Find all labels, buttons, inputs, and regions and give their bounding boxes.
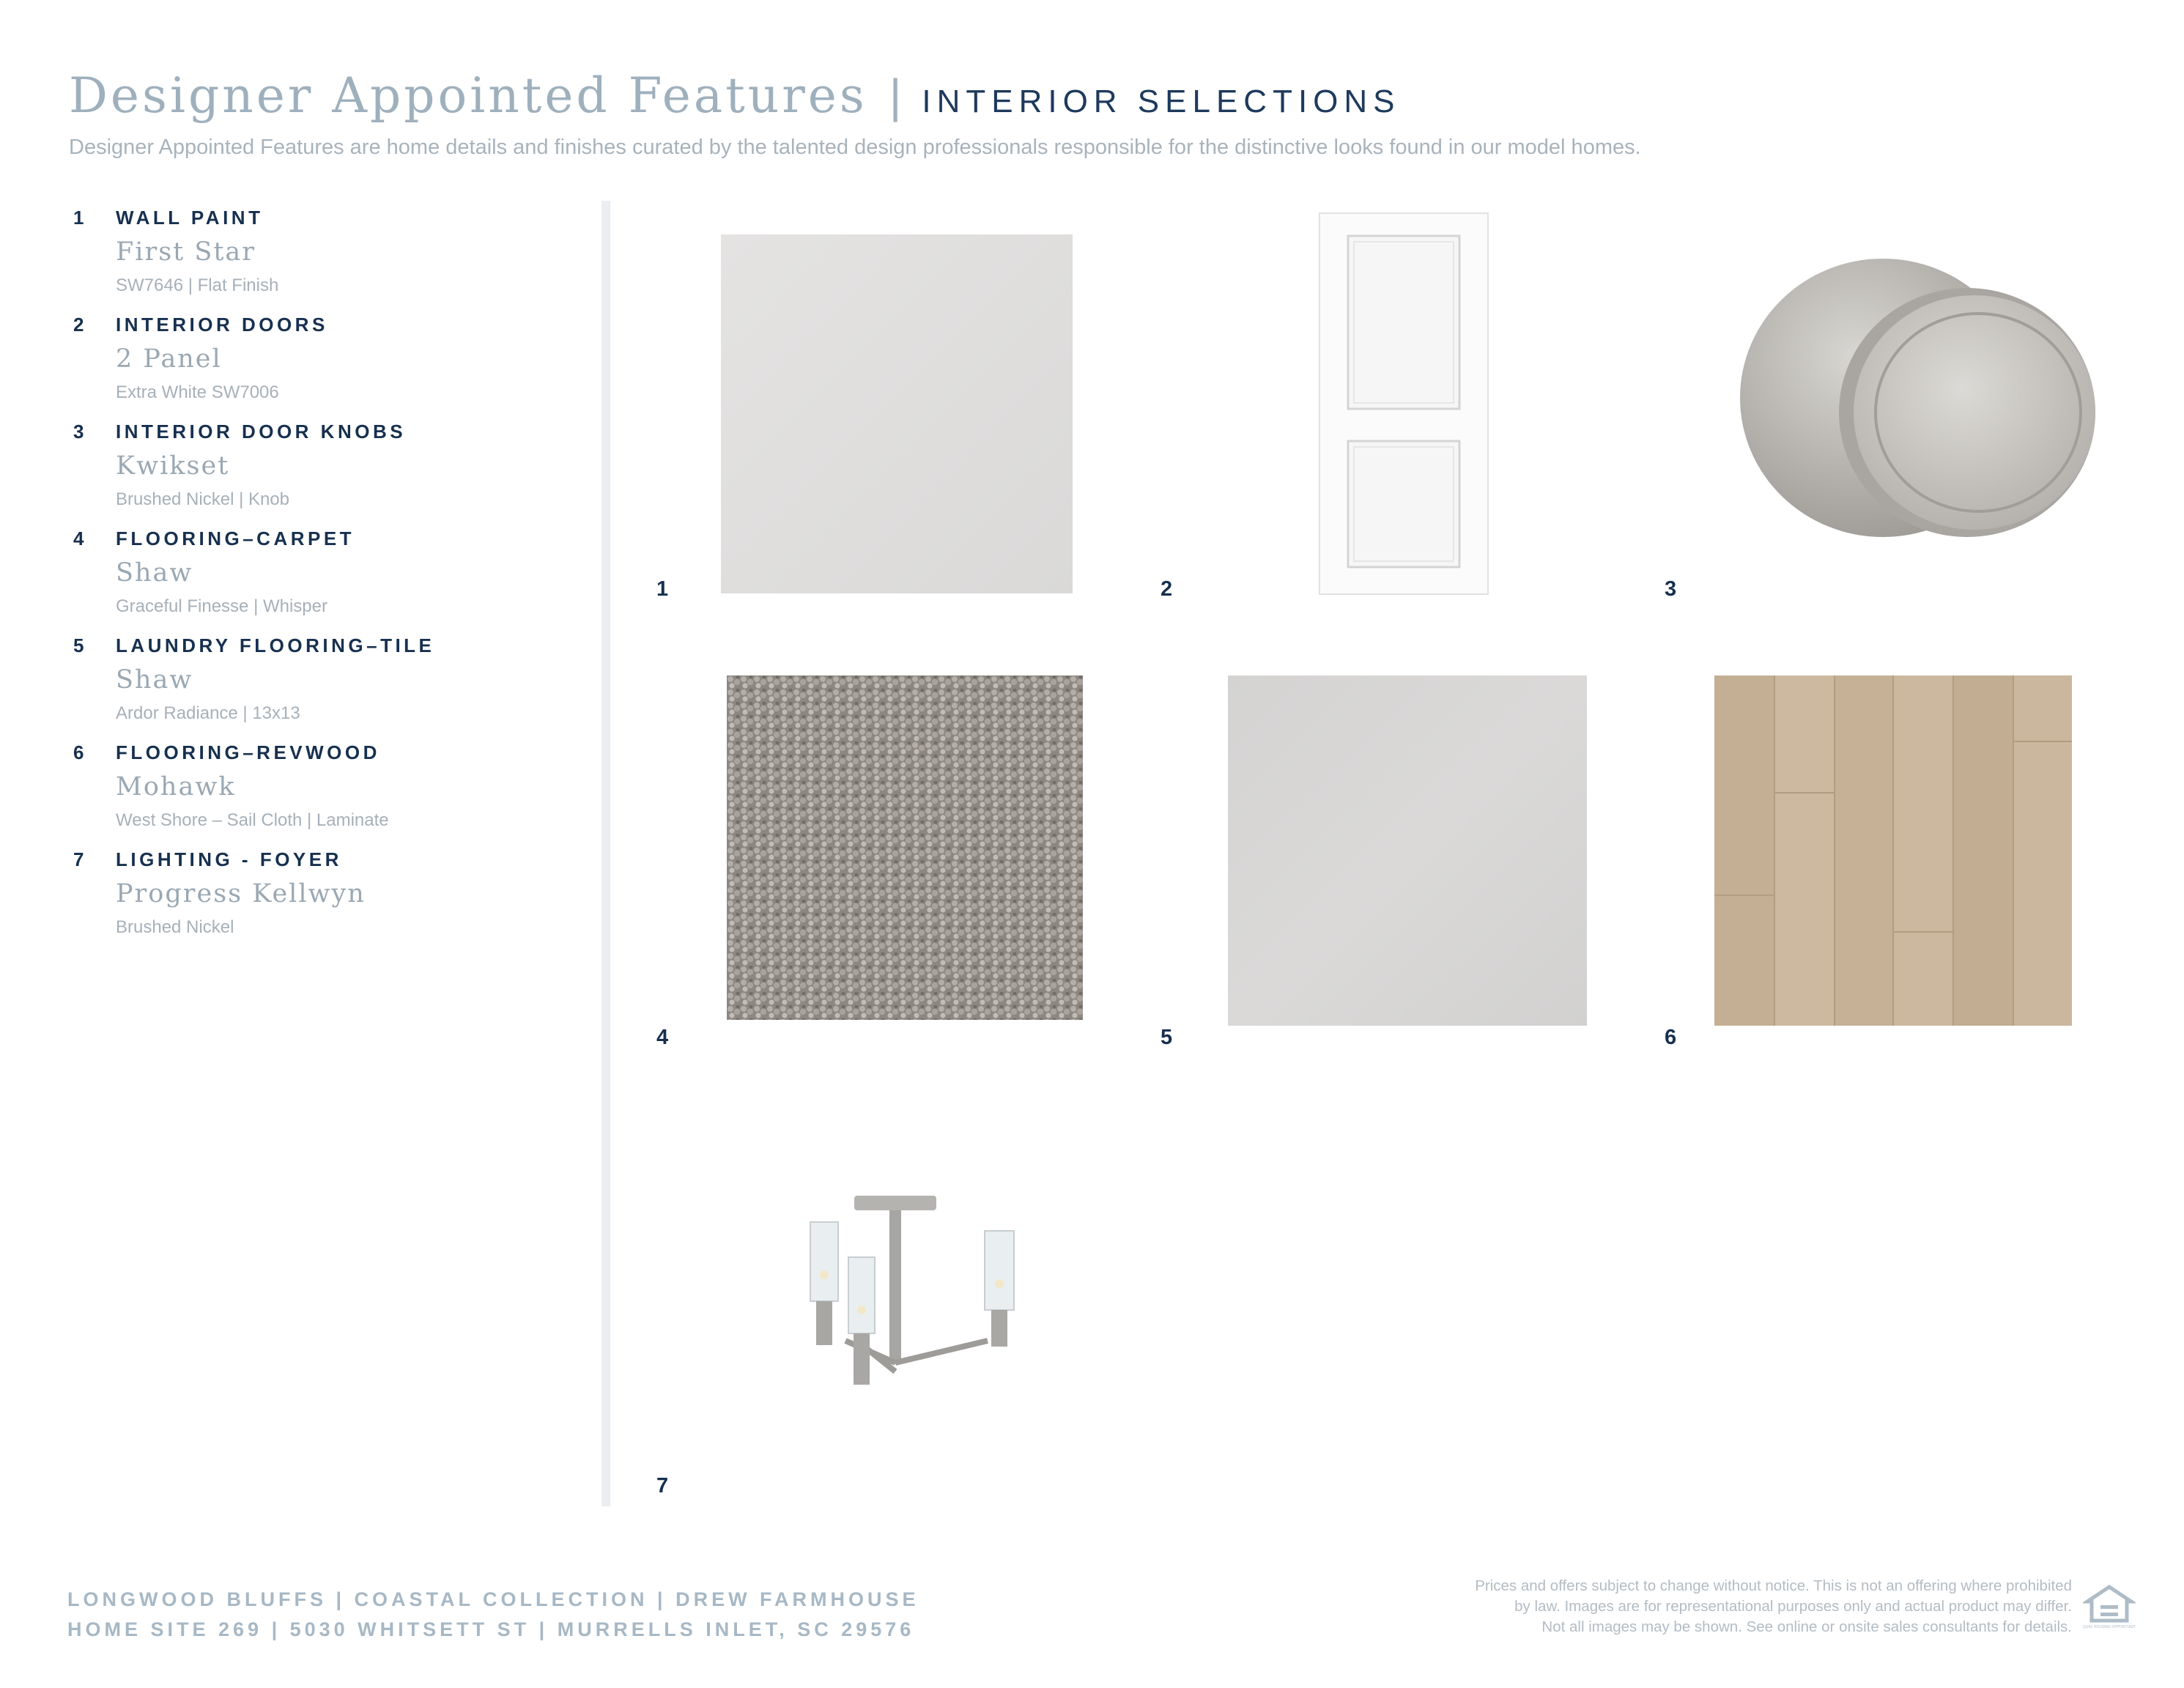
feature-category: LIGHTING - FOYER	[116, 848, 342, 870]
feature-name: Progress Kellwyn	[116, 879, 366, 908]
vertical-divider	[601, 201, 610, 1506]
disclaimer	[1266, 1576, 2072, 1637]
feature-name: Mohawk	[116, 772, 236, 802]
feature-number: 6	[73, 741, 84, 763]
page-description: Designer Appointed Features are home details and finishes curated by the talented design professionals responsible for the distinctive looks found in our model homes.	[69, 136, 1641, 159]
feature-detail: SW7646 | Flat Finish	[116, 275, 279, 295]
feature-item-4	[70, 528, 583, 634]
title-separator: |	[889, 70, 902, 122]
feature-category: FLOORING–REVWOOD	[116, 741, 380, 763]
footer-address	[67, 1585, 919, 1645]
disclaimer-line: Prices and offers subject to change without notice. This is not an offering where prohibited	[1475, 1577, 2072, 1594]
tile-number-4: 4	[656, 1026, 669, 1049]
wood-floor-icon	[1714, 675, 2072, 1026]
footer-line-homesite: HOME SITE 269 | 5030 WHITSETT ST | MURRELLS INLET, SC 29576	[67, 1618, 915, 1640]
feature-item-5	[70, 634, 583, 741]
carpet-swatch-icon	[727, 675, 1083, 1020]
feature-item-7	[70, 848, 583, 955]
feature-item-3	[70, 421, 583, 528]
feature-number: 5	[73, 634, 84, 656]
feature-category: LAUNDRY FLOORING–TILE	[116, 634, 435, 656]
feature-detail: Extra White SW7006	[116, 382, 279, 402]
feature-number: 4	[73, 528, 84, 549]
title-row	[69, 67, 2120, 124]
tile-number-7: 7	[656, 1474, 669, 1498]
feature-detail: Ardor Radiance | 13x13	[116, 703, 300, 723]
tile-number-5: 5	[1161, 1026, 1173, 1049]
feature-name: Kwikset	[116, 451, 230, 481]
disclaimer-line: Not all images may be shown. See online or onsite sales consultants for details.	[1541, 1618, 2072, 1635]
feature-list	[70, 207, 583, 955]
feature-name: 2 Panel	[116, 344, 222, 374]
svg-text:EQUAL HOUSING OPPORTUNITY: EQUAL HOUSING OPPORTUNITY	[2083, 1625, 2136, 1629]
page-title: Designer Appointed Features	[69, 67, 867, 124]
feature-name: Shaw	[116, 558, 193, 588]
feature-detail: Graceful Finesse | Whisper	[116, 596, 327, 616]
tile-number-2: 2	[1161, 577, 1173, 601]
light-fixture-icon	[796, 1187, 1030, 1407]
feature-category: WALL PAINT	[116, 207, 264, 229]
feature-number: 3	[73, 421, 84, 443]
page-header	[69, 67, 2120, 160]
feature-category: FLOORING–CARPET	[116, 528, 355, 549]
door-knob-icon	[1736, 233, 2103, 563]
equal-housing-logo-icon	[2083, 1582, 2136, 1635]
page-subtitle-heading: INTERIOR SELECTIONS	[922, 84, 1401, 119]
feature-item-2	[70, 314, 583, 421]
tile-number-3: 3	[1665, 577, 1677, 601]
feature-item-6	[70, 741, 583, 848]
feature-category: INTERIOR DOOR KNOBS	[116, 421, 407, 443]
feature-detail: West Shore – Sail Cloth | Laminate	[116, 810, 389, 830]
paint-swatch-icon	[721, 234, 1073, 593]
feature-number: 1	[73, 207, 84, 229]
footer-line-community: LONGWOOD BLUFFS | COASTAL COLLECTION | DREW FARMHOUSE	[67, 1588, 919, 1610]
tile-number-1: 1	[656, 577, 669, 601]
feature-number: 2	[73, 314, 84, 336]
feature-name: Shaw	[116, 665, 193, 695]
feature-item-1	[70, 207, 583, 314]
feature-category: INTERIOR DOORS	[116, 314, 328, 336]
tile-swatch-icon	[1228, 675, 1587, 1026]
door-icon	[1319, 212, 1489, 595]
disclaimer-line: by law. Images are for representational purposes only and actual product may differ.	[1514, 1598, 2072, 1615]
feature-detail: Brushed Nickel | Knob	[116, 489, 290, 509]
tile-number-6: 6	[1665, 1026, 1677, 1049]
feature-number: 7	[73, 848, 84, 870]
feature-name: First Star	[116, 237, 256, 267]
feature-detail: Brushed Nickel	[116, 917, 234, 937]
